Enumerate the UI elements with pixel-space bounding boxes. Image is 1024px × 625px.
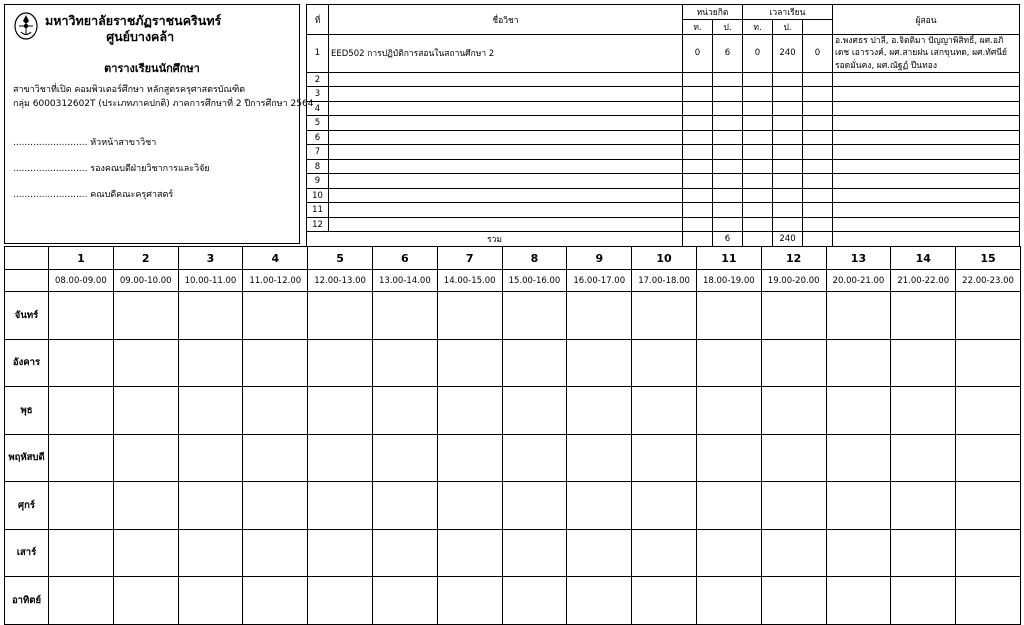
cell-time-extra: 0 bbox=[803, 35, 833, 73]
cell-no: 11 bbox=[307, 203, 329, 218]
schedule-cell[interactable] bbox=[632, 434, 697, 482]
cell-unit-theory bbox=[683, 159, 713, 174]
table-row-summary bbox=[307, 232, 1020, 247]
schedule-cell[interactable] bbox=[891, 434, 956, 482]
schedule-cell[interactable] bbox=[437, 387, 502, 435]
cell-teachers: อ.พงศธร ปาลี, อ.จิตติมา ปัญญาพิสิทธิ์, ผศ.อภิเดช เอารวงค์, ผศ.สายฝน เสกขุนทด, ผศ.ทัศนีย์ รอดมั่นคง, ผศ.ณัฐฏ์ ปีนทอง bbox=[833, 35, 1020, 73]
cell-time-extra bbox=[803, 116, 833, 131]
signature-head-of-program: .......................... หัวหน้าสาขาวิชา bbox=[13, 137, 157, 148]
schedule-cell[interactable] bbox=[956, 482, 1021, 530]
table-row bbox=[307, 188, 1020, 203]
schedule-cell[interactable] bbox=[308, 434, 373, 482]
cell-unit-theory bbox=[683, 174, 713, 189]
schedule-cell[interactable] bbox=[567, 387, 632, 435]
day-label-saturday: เสาร์ bbox=[5, 529, 49, 577]
schedule-cell[interactable] bbox=[891, 339, 956, 387]
schedule-cell[interactable] bbox=[437, 434, 502, 482]
cell-time-extra bbox=[803, 130, 833, 145]
weekly-schedule-wrapper bbox=[0, 246, 1024, 625]
cell-teachers bbox=[833, 174, 1020, 189]
schedule-cell[interactable] bbox=[502, 577, 567, 625]
university-seal-icon bbox=[13, 12, 39, 40]
cell-unit-theory bbox=[683, 217, 713, 232]
schedule-cell[interactable] bbox=[372, 529, 437, 577]
col-header-hours: เวลาเรียน bbox=[743, 5, 833, 20]
cell-time-practice bbox=[773, 101, 803, 116]
schedule-cell[interactable] bbox=[632, 339, 697, 387]
schedule-cell[interactable] bbox=[632, 482, 697, 530]
weekly-schedule-table bbox=[4, 246, 1021, 625]
hour-number-10: 10 bbox=[632, 247, 697, 270]
schedule-cell[interactable] bbox=[696, 292, 761, 340]
col-header-time-practice: ป. bbox=[773, 20, 803, 35]
schedule-cell[interactable] bbox=[632, 387, 697, 435]
schedule-row-tuesday bbox=[5, 339, 1021, 387]
hour-range-1: 08.00-09.00 bbox=[49, 270, 114, 292]
schedule-cell[interactable] bbox=[113, 577, 178, 625]
cell-unit-practice bbox=[713, 101, 743, 116]
cell-time-extra bbox=[803, 217, 833, 232]
hour-number-5: 5 bbox=[308, 247, 373, 270]
cell-time-practice bbox=[773, 72, 803, 87]
cell-unit-theory bbox=[683, 87, 713, 102]
schedule-cell[interactable] bbox=[178, 387, 243, 435]
cell-unit-practice bbox=[713, 174, 743, 189]
hour-range-7: 14.00-15.00 bbox=[437, 270, 502, 292]
schedule-cell[interactable] bbox=[696, 529, 761, 577]
schedule-cell[interactable] bbox=[891, 577, 956, 625]
schedule-cell[interactable] bbox=[113, 434, 178, 482]
cell-unit-theory bbox=[683, 188, 713, 203]
schedule-row-monday bbox=[5, 292, 1021, 340]
hour-number-3: 3 bbox=[178, 247, 243, 270]
schedule-cell[interactable] bbox=[113, 482, 178, 530]
schedule-cell[interactable] bbox=[761, 577, 826, 625]
schedule-cell[interactable] bbox=[761, 387, 826, 435]
schedule-cell[interactable] bbox=[826, 339, 891, 387]
university-center: ศูนย์บางคล้า bbox=[106, 28, 175, 44]
cell-course-name bbox=[329, 116, 683, 131]
hour-number-7: 7 bbox=[437, 247, 502, 270]
schedule-cell[interactable] bbox=[567, 482, 632, 530]
table-row bbox=[307, 72, 1020, 87]
schedule-cell[interactable] bbox=[956, 339, 1021, 387]
col-header-teachers: ผู้สอน bbox=[833, 5, 1020, 35]
schedule-cell[interactable] bbox=[437, 292, 502, 340]
cell-teachers bbox=[833, 188, 1020, 203]
summary-label: รวม bbox=[307, 232, 683, 247]
cell-unit-practice bbox=[713, 72, 743, 87]
schedule-cell[interactable] bbox=[372, 292, 437, 340]
grid-corner bbox=[5, 247, 49, 270]
schedule-cell[interactable] bbox=[891, 292, 956, 340]
schedule-cell[interactable] bbox=[761, 482, 826, 530]
schedule-cell[interactable] bbox=[437, 339, 502, 387]
cell-course-name bbox=[329, 145, 683, 160]
cell-no: 3 bbox=[307, 87, 329, 102]
schedule-cell[interactable] bbox=[49, 482, 114, 530]
cell-course-name bbox=[329, 217, 683, 232]
hour-number-13: 13 bbox=[826, 247, 891, 270]
cell-no: 10 bbox=[307, 188, 329, 203]
schedule-cell[interactable] bbox=[437, 529, 502, 577]
schedule-cell[interactable] bbox=[826, 434, 891, 482]
col-header-time-theory: ท. bbox=[743, 20, 773, 35]
hour-range-11: 18.00-19.00 bbox=[696, 270, 761, 292]
day-label-tuesday: อังคาร bbox=[5, 339, 49, 387]
cell-time-extra bbox=[803, 203, 833, 218]
cell-time-theory bbox=[743, 72, 773, 87]
summary-time-theory bbox=[743, 232, 773, 247]
cell-unit-practice bbox=[713, 159, 743, 174]
cell-time-extra bbox=[803, 145, 833, 160]
cell-teachers bbox=[833, 87, 1020, 102]
cell-teachers bbox=[833, 116, 1020, 131]
schedule-cell[interactable] bbox=[308, 339, 373, 387]
cell-course-name bbox=[329, 72, 683, 87]
table-row bbox=[307, 217, 1020, 232]
cell-time-practice bbox=[773, 145, 803, 160]
cell-unit-practice bbox=[713, 116, 743, 131]
col-header-time-extra bbox=[803, 20, 833, 35]
day-label-friday: ศุกร์ bbox=[5, 482, 49, 530]
schedule-cell[interactable] bbox=[372, 577, 437, 625]
cell-course-name bbox=[329, 130, 683, 145]
cell-teachers bbox=[833, 217, 1020, 232]
schedule-cell[interactable] bbox=[113, 292, 178, 340]
schedule-row-sunday bbox=[5, 577, 1021, 625]
cell-time-theory bbox=[743, 101, 773, 116]
document-top-section bbox=[0, 0, 1024, 246]
schedule-cell[interactable] bbox=[567, 529, 632, 577]
hour-number-6: 6 bbox=[372, 247, 437, 270]
cell-time-practice bbox=[773, 217, 803, 232]
schedule-cell[interactable] bbox=[826, 292, 891, 340]
cell-no: 5 bbox=[307, 116, 329, 131]
hour-range-6: 13.00-14.00 bbox=[372, 270, 437, 292]
signature-deputy-dean: .......................... รองคณบดีฝ่ายวิชาการและวิจัย bbox=[13, 163, 210, 174]
cell-time-theory bbox=[743, 159, 773, 174]
cell-time-practice bbox=[773, 188, 803, 203]
cell-course-name: EED502 การปฏิบัติการสอนในสถานศึกษา 2 bbox=[329, 35, 683, 73]
cell-no: 7 bbox=[307, 145, 329, 160]
hour-number-1: 1 bbox=[49, 247, 114, 270]
schedule-cell[interactable] bbox=[49, 577, 114, 625]
schedule-cell[interactable] bbox=[761, 292, 826, 340]
cell-course-name bbox=[329, 101, 683, 116]
schedule-cell[interactable] bbox=[308, 577, 373, 625]
col-header-no: ที่ bbox=[307, 5, 329, 35]
schedule-cell[interactable] bbox=[632, 577, 697, 625]
table-row bbox=[307, 145, 1020, 160]
cell-no: 2 bbox=[307, 72, 329, 87]
cell-time-theory bbox=[743, 188, 773, 203]
schedule-cell[interactable] bbox=[567, 292, 632, 340]
schedule-cell[interactable] bbox=[178, 339, 243, 387]
cell-teachers bbox=[833, 130, 1020, 145]
cell-no: 6 bbox=[307, 130, 329, 145]
schedule-cell[interactable] bbox=[956, 292, 1021, 340]
schedule-cell[interactable] bbox=[178, 292, 243, 340]
schedule-cell[interactable] bbox=[632, 292, 697, 340]
schedule-cell[interactable] bbox=[178, 577, 243, 625]
signature-dean: .......................... คณบดีคณะครุศาสตร์ bbox=[13, 189, 174, 200]
day-label-wednesday: พุธ bbox=[5, 387, 49, 435]
hour-number-9: 9 bbox=[567, 247, 632, 270]
schedule-cell[interactable] bbox=[243, 292, 308, 340]
table-row bbox=[307, 87, 1020, 102]
schedule-row-saturday bbox=[5, 529, 1021, 577]
schedule-cell[interactable] bbox=[502, 339, 567, 387]
col-header-unit-practice: ป. bbox=[713, 20, 743, 35]
table-row bbox=[307, 203, 1020, 218]
cell-time-practice bbox=[773, 203, 803, 218]
schedule-cell[interactable] bbox=[502, 292, 567, 340]
schedule-cell[interactable] bbox=[956, 387, 1021, 435]
schedule-cell[interactable] bbox=[696, 482, 761, 530]
schedule-cell[interactable] bbox=[178, 482, 243, 530]
schedule-cell[interactable] bbox=[308, 529, 373, 577]
schedule-row-thursday bbox=[5, 434, 1021, 482]
schedule-cell[interactable] bbox=[826, 482, 891, 530]
schedule-cell[interactable] bbox=[437, 577, 502, 625]
cell-time-extra bbox=[803, 101, 833, 116]
cell-course-name bbox=[329, 174, 683, 189]
schedule-cell[interactable] bbox=[437, 482, 502, 530]
table-row bbox=[307, 159, 1020, 174]
schedule-row-friday bbox=[5, 482, 1021, 530]
table-row bbox=[307, 101, 1020, 116]
schedule-row-wednesday bbox=[5, 387, 1021, 435]
schedule-cell[interactable] bbox=[243, 529, 308, 577]
schedule-cell[interactable] bbox=[891, 529, 956, 577]
cell-course-name bbox=[329, 203, 683, 218]
schedule-cell[interactable] bbox=[956, 434, 1021, 482]
cell-time-theory bbox=[743, 174, 773, 189]
signature-block bbox=[13, 130, 291, 208]
schedule-cell[interactable] bbox=[113, 529, 178, 577]
cell-no: 4 bbox=[307, 101, 329, 116]
cell-course-name bbox=[329, 188, 683, 203]
cell-no: 12 bbox=[307, 217, 329, 232]
page-title: ตารางเรียนนักศึกษา bbox=[104, 61, 200, 75]
schedule-cell[interactable] bbox=[113, 339, 178, 387]
schedule-cell[interactable] bbox=[49, 434, 114, 482]
cell-course-name bbox=[329, 159, 683, 174]
cell-no: 9 bbox=[307, 174, 329, 189]
hour-range-8: 15.00-16.00 bbox=[502, 270, 567, 292]
schedule-cell[interactable] bbox=[502, 529, 567, 577]
schedule-cell[interactable] bbox=[49, 529, 114, 577]
hour-range-3: 10.00-11.00 bbox=[178, 270, 243, 292]
schedule-cell[interactable] bbox=[308, 387, 373, 435]
hour-number-2: 2 bbox=[113, 247, 178, 270]
cell-time-theory bbox=[743, 203, 773, 218]
col-header-unit-theory: ท. bbox=[683, 20, 713, 35]
cell-teachers bbox=[833, 159, 1020, 174]
schedule-cell[interactable] bbox=[826, 529, 891, 577]
schedule-cell[interactable] bbox=[567, 577, 632, 625]
course-table bbox=[306, 4, 1020, 247]
schedule-cell[interactable] bbox=[761, 529, 826, 577]
cell-unit-theory bbox=[683, 101, 713, 116]
cell-time-theory bbox=[743, 145, 773, 160]
table-row bbox=[307, 130, 1020, 145]
hour-range-12: 19.00-20.00 bbox=[761, 270, 826, 292]
cell-time-practice: 240 bbox=[773, 35, 803, 73]
hour-range-13: 20.00-21.00 bbox=[826, 270, 891, 292]
cell-time-theory: 0 bbox=[743, 35, 773, 73]
cell-teachers bbox=[833, 101, 1020, 116]
cell-unit-theory bbox=[683, 72, 713, 87]
cell-time-theory bbox=[743, 87, 773, 102]
summary-unit-practice: 6 bbox=[713, 232, 743, 247]
cell-time-practice bbox=[773, 159, 803, 174]
cell-teachers bbox=[833, 203, 1020, 218]
day-label-thursday: พฤหัสบดี bbox=[5, 434, 49, 482]
schedule-cell[interactable] bbox=[178, 434, 243, 482]
hour-number-15: 15 bbox=[956, 247, 1021, 270]
schedule-cell[interactable] bbox=[502, 482, 567, 530]
summary-teachers bbox=[833, 232, 1020, 247]
cell-time-theory bbox=[743, 116, 773, 131]
schedule-cell[interactable] bbox=[372, 387, 437, 435]
schedule-cell[interactable] bbox=[243, 339, 308, 387]
schedule-cell[interactable] bbox=[696, 577, 761, 625]
hour-range-10: 17.00-18.00 bbox=[632, 270, 697, 292]
cell-unit-practice bbox=[713, 87, 743, 102]
schedule-cell[interactable] bbox=[372, 339, 437, 387]
schedule-cell[interactable] bbox=[956, 577, 1021, 625]
cell-time-practice bbox=[773, 116, 803, 131]
cell-unit-practice bbox=[713, 145, 743, 160]
cell-unit-theory bbox=[683, 130, 713, 145]
cell-time-extra bbox=[803, 159, 833, 174]
cell-time-extra bbox=[803, 87, 833, 102]
schedule-cell[interactable] bbox=[178, 529, 243, 577]
hour-range-14: 21.00-22.00 bbox=[891, 270, 956, 292]
cell-time-extra bbox=[803, 72, 833, 87]
schedule-cell[interactable] bbox=[243, 387, 308, 435]
hour-range-4: 11.00-12.00 bbox=[243, 270, 308, 292]
schedule-cell[interactable] bbox=[891, 482, 956, 530]
university-name: มหาวิทยาลัยราชภัฏราชนครินทร์ bbox=[45, 13, 222, 28]
schedule-cell[interactable] bbox=[761, 339, 826, 387]
cell-course-name bbox=[329, 87, 683, 102]
schedule-cell[interactable] bbox=[891, 387, 956, 435]
cell-time-theory bbox=[743, 130, 773, 145]
schedule-cell[interactable] bbox=[696, 339, 761, 387]
summary-time-extra bbox=[803, 232, 833, 247]
cell-time-practice bbox=[773, 174, 803, 189]
summary-time-practice: 240 bbox=[773, 232, 803, 247]
program-line: สาขาวิชาที่เปิด คอมพิวเตอร์ศึกษา หลักสูตรครุศาสตรบัณฑิต bbox=[13, 84, 246, 95]
schedule-cell[interactable] bbox=[49, 292, 114, 340]
cell-unit-practice bbox=[713, 217, 743, 232]
cell-unit-theory bbox=[683, 203, 713, 218]
schedule-cell[interactable] bbox=[49, 387, 114, 435]
hour-range-2: 09.00-10.00 bbox=[113, 270, 178, 292]
cell-teachers bbox=[833, 72, 1020, 87]
cell-no: 1 bbox=[307, 35, 329, 73]
schedule-cell[interactable] bbox=[502, 387, 567, 435]
hour-range-15: 22.00-23.00 bbox=[956, 270, 1021, 292]
header-box bbox=[4, 4, 314, 244]
cell-unit-practice bbox=[713, 203, 743, 218]
schedule-cell[interactable] bbox=[502, 434, 567, 482]
cell-time-practice bbox=[773, 130, 803, 145]
table-row bbox=[307, 116, 1020, 131]
university-identity bbox=[13, 11, 291, 45]
hour-number-14: 14 bbox=[891, 247, 956, 270]
cell-time-extra bbox=[803, 174, 833, 189]
schedule-cell[interactable] bbox=[243, 577, 308, 625]
schedule-cell[interactable] bbox=[696, 434, 761, 482]
schedule-cell[interactable] bbox=[308, 292, 373, 340]
col-header-units: หน่วยกิต bbox=[683, 5, 743, 20]
schedule-cell[interactable] bbox=[49, 339, 114, 387]
cell-unit-theory bbox=[683, 145, 713, 160]
schedule-cell[interactable] bbox=[632, 529, 697, 577]
schedule-cell[interactable] bbox=[308, 482, 373, 530]
cell-unit-practice bbox=[713, 130, 743, 145]
cell-unit-practice bbox=[713, 188, 743, 203]
schedule-cell[interactable] bbox=[372, 434, 437, 482]
cell-time-extra bbox=[803, 188, 833, 203]
day-label-sunday: อาทิตย์ bbox=[5, 577, 49, 625]
summary-unit-theory bbox=[683, 232, 713, 247]
schedule-cell[interactable] bbox=[696, 387, 761, 435]
course-table-wrapper bbox=[306, 4, 1020, 244]
hour-number-12: 12 bbox=[761, 247, 826, 270]
program-meta bbox=[13, 84, 314, 112]
schedule-cell[interactable] bbox=[826, 387, 891, 435]
table-row bbox=[307, 174, 1020, 189]
schedule-cell[interactable] bbox=[826, 577, 891, 625]
schedule-cell[interactable] bbox=[243, 482, 308, 530]
hour-number-4: 4 bbox=[243, 247, 308, 270]
cell-time-practice bbox=[773, 87, 803, 102]
group-line: กลุ่ม 6000312602T (ประเภทภาคปกติ) ภาคการศึกษาที่ 2 ปีการศึกษา 2564 bbox=[13, 98, 314, 109]
grid-corner-2 bbox=[5, 270, 49, 292]
schedule-cell[interactable] bbox=[567, 339, 632, 387]
hour-range-5: 12.00-13.00 bbox=[308, 270, 373, 292]
schedule-cell[interactable] bbox=[567, 434, 632, 482]
cell-unit-theory bbox=[683, 116, 713, 131]
cell-time-theory bbox=[743, 217, 773, 232]
schedule-cell[interactable] bbox=[372, 482, 437, 530]
hour-number-11: 11 bbox=[696, 247, 761, 270]
cell-unit-theory: 0 bbox=[683, 35, 713, 73]
cell-unit-practice: 6 bbox=[713, 35, 743, 73]
schedule-cell[interactable] bbox=[761, 434, 826, 482]
cell-teachers bbox=[833, 145, 1020, 160]
cell-no: 8 bbox=[307, 159, 329, 174]
schedule-cell[interactable] bbox=[113, 387, 178, 435]
col-header-name: ชื่อวิชา bbox=[329, 5, 683, 35]
day-label-monday: จันทร์ bbox=[5, 292, 49, 340]
schedule-cell[interactable] bbox=[956, 529, 1021, 577]
hour-range-9: 16.00-17.00 bbox=[567, 270, 632, 292]
hour-number-8: 8 bbox=[502, 247, 567, 270]
schedule-cell[interactable] bbox=[243, 434, 308, 482]
table-row bbox=[307, 35, 1020, 73]
